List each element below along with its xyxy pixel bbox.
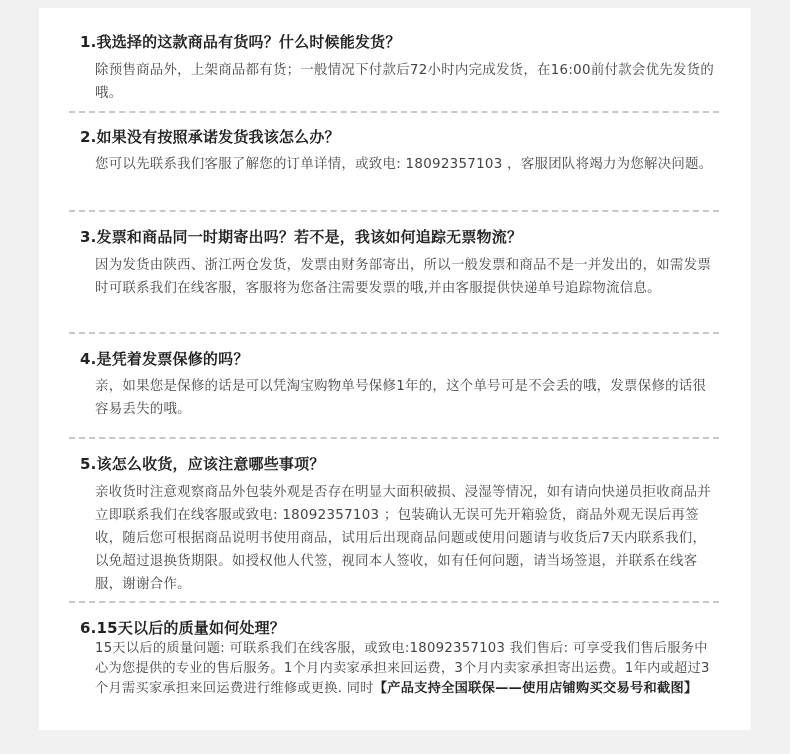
faq-answer-6-emphasis: 【产品支持全国联保——使用店铺购买交易号和截图】 xyxy=(373,681,698,696)
faq-answer-6 xyxy=(95,639,719,699)
faq-answer-4: 亲，如果您是保修的话是可以凭淘宝购物单号保修1年的，这个单号可是不会丢的哦，发票保修的话很容易丢失的哦。 xyxy=(95,379,707,417)
faq-answer-5: 亲收货时注意观察商品外包装外观是否存在明显大面积破损、浸湿等情况，如有请向快递员拒收商品并立即联系我们在线客服或致电: 18092357103 ；包装确认无误可先开箱验货，商品外观无误后再签收，随后您可根据商品说明书使用商品，试用后出现商品问题或使用问题请与收货后7天内联系我们，以免超过退换货期限。如授权他人代签，视同本人签收，如有任何问题，请当场签退，并联系在线客服，谢谢合作。 xyxy=(95,485,712,592)
faq-answer-3: 因为发货由陕西、浙江两仓发货，发票由财务部寄出，所以一般发票和商品不是一并发出的，如需发票时可联系我们在线客服，客服将为您备注需要发票的哦,并由客服提供快递单号追踪物流信息。 xyxy=(95,258,712,296)
faq-answer-2: 您可以先联系我们客服了解您的订单详情，或致电: 18092357103 ，客服团队将竭力为您解决问题。 xyxy=(95,157,713,172)
faq-divider xyxy=(69,437,719,439)
faq-card xyxy=(39,8,751,730)
faq-divider xyxy=(69,210,719,212)
faq-question-1: 1.我选择的这款商品有货吗？什么时候能发货？ xyxy=(80,33,401,51)
faq-divider xyxy=(69,111,719,113)
faq-answer-6-text: 15天以后的质量问题: 可联系我们在线客服，或致电:18092357103 我们售后: 可享受我们售后服务中心为您提供的专业的售后服务。1个月内卖家承担来回运费，3个月内卖家承担寄出运费。1年内或超过3个月需买家承担来回运费进行维修或更换. 同时 xyxy=(95,641,710,696)
faq-question-6: 6.15天以后的质量如何处理？ xyxy=(80,619,286,637)
faq-question-2: 2.如果没有按照承诺发货我该怎么办？ xyxy=(80,128,340,146)
faq-question-5: 5.该怎么收货，应该注意哪些事项？ xyxy=(80,455,325,473)
faq-divider xyxy=(69,332,719,334)
faq-question-3: 3.发票和商品同一时期寄出吗？若不是，我该如何追踪无票物流？ xyxy=(80,228,523,246)
faq-answer-1: 除预售商品外，上架商品都有货；一般情况下付款后72小时内完成发货，在16:00前付款会优先发货的哦。 xyxy=(95,63,715,101)
faq-divider xyxy=(69,601,719,603)
faq-question-4: 4.是凭着发票保修的吗？ xyxy=(80,350,249,368)
